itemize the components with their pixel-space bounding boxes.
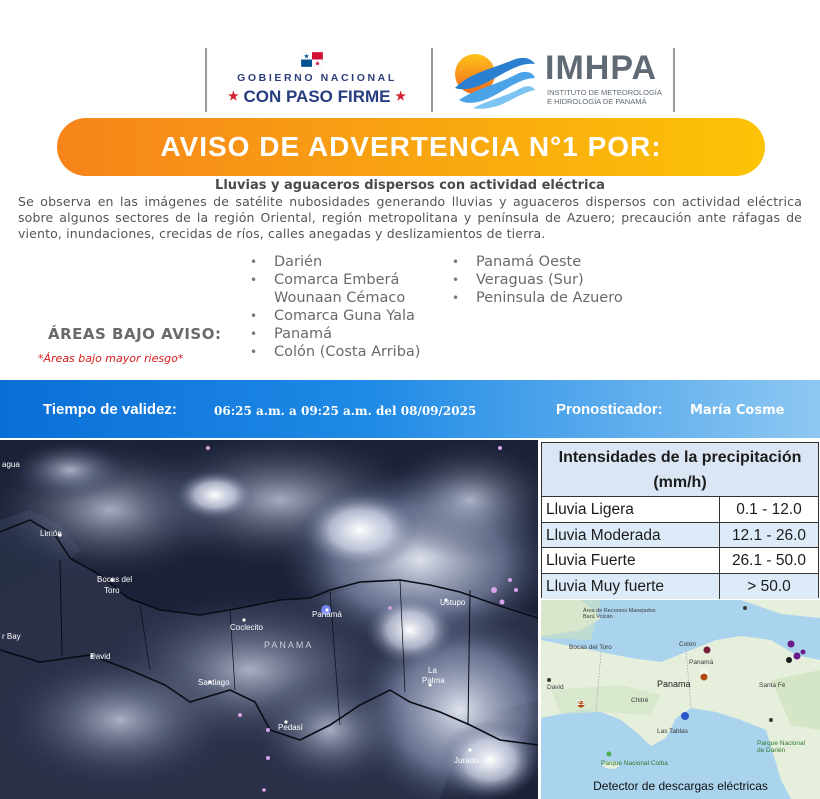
map-label: Pedasí bbox=[278, 723, 303, 732]
intensity-title bbox=[542, 443, 818, 497]
list-item: • Darién bbox=[248, 253, 448, 271]
map-label: Panama bbox=[657, 679, 691, 689]
intensity-title-line: Intensidades de la precipitación bbox=[558, 449, 802, 466]
map-label: Toro bbox=[104, 586, 120, 595]
forecaster-name: María Cosme bbox=[690, 403, 785, 418]
map-label: Las Tablas bbox=[657, 728, 688, 735]
map-label: Coclecito bbox=[230, 623, 263, 632]
map-label: Panamá bbox=[312, 610, 342, 619]
gov-top-text: GOBIERNO NACIONAL bbox=[237, 72, 397, 84]
star-icon: ★ bbox=[227, 89, 239, 103]
map-label: PANAMA bbox=[264, 640, 314, 650]
map-label: Panamá bbox=[689, 659, 714, 666]
lightning-count: 23 bbox=[577, 700, 585, 707]
validity-label: Tiempo de validez: bbox=[43, 401, 177, 418]
list-item: • Comarca Guna Yala bbox=[248, 307, 448, 325]
table-row bbox=[542, 523, 818, 549]
list-item: • Colón (Costa Arriba) bbox=[248, 343, 448, 361]
gov-bottom-text bbox=[211, 87, 423, 107]
intensity-name: Lluvia Fuerte bbox=[542, 548, 720, 573]
divider bbox=[205, 48, 207, 112]
intensity-title-line: (mm/h) bbox=[653, 474, 707, 491]
areas-list-1 bbox=[248, 253, 448, 361]
list-item: • Panamá bbox=[248, 325, 448, 343]
satellite-image bbox=[0, 440, 538, 799]
gov-motto: CON PASO FIRME bbox=[243, 87, 391, 106]
list-item: • Veraguas (Sur) bbox=[450, 271, 670, 289]
list-item: • Comarca Emberá Wounaan Cémaco bbox=[248, 271, 448, 307]
map-label: agua bbox=[2, 460, 20, 469]
validity-value: 06:25 a.m. a 09:25 a.m. del 08/09/2025 bbox=[214, 404, 477, 418]
intensity-name: Lluvia Ligera bbox=[542, 497, 720, 522]
intensity-name: Lluvia Muy fuerte bbox=[542, 574, 720, 600]
map-label: Santa Fé bbox=[759, 682, 786, 689]
list-item: • Panamá Oeste bbox=[450, 253, 670, 271]
intensity-range: 12.1 - 26.0 bbox=[731, 526, 807, 544]
lightning-map bbox=[541, 600, 820, 799]
lightning-map-caption: Detector de descargas eléctricas bbox=[593, 779, 768, 793]
alert-subtitle: Lluvias y aguaceros dispersos con actividad eléctrica bbox=[215, 178, 605, 193]
government-logo bbox=[211, 48, 423, 112]
map-label: Santiago bbox=[198, 678, 230, 687]
imhpa-subtitle-line: E HIDROLOGÍA DE PANAMÁ bbox=[547, 97, 647, 106]
map-label: Limón bbox=[40, 529, 62, 538]
map-label: Bocas del Toro bbox=[569, 644, 612, 651]
imhpa-name: IMHPA bbox=[545, 49, 658, 87]
alert-banner bbox=[57, 118, 765, 176]
intensity-range: > 50.0 bbox=[747, 577, 791, 595]
map-label: David bbox=[547, 684, 564, 691]
lightning-count: 23 bbox=[700, 669, 708, 676]
star-icon: ★ bbox=[395, 89, 407, 103]
imhpa-subtitle-line: INSTITUTO DE METEOROLOGÍA bbox=[547, 88, 662, 97]
map-label: David bbox=[90, 652, 111, 661]
map-label: Jurado bbox=[454, 756, 479, 765]
risk-note: *Áreas bajo mayor riesgo* bbox=[38, 352, 184, 365]
areas-list-2 bbox=[450, 253, 670, 307]
map-label: Bocas del bbox=[97, 575, 133, 584]
imhpa-logo-icon bbox=[451, 50, 537, 110]
table-row bbox=[542, 497, 818, 523]
map-label: Palma bbox=[422, 676, 445, 685]
list-item: • Peninsula de Azuero bbox=[450, 289, 670, 307]
validity-bar bbox=[0, 380, 820, 438]
header-logos bbox=[205, 48, 675, 112]
satellite-map-graphic bbox=[0, 440, 538, 799]
map-label: Colón bbox=[679, 641, 696, 648]
forecaster-label: Pronosticador: bbox=[556, 401, 663, 418]
divider bbox=[431, 48, 433, 112]
intensity-range: 0.1 - 12.0 bbox=[736, 501, 802, 518]
map-label: Chitré bbox=[631, 697, 649, 704]
intensity-name: Lluvia Moderada bbox=[542, 523, 720, 548]
imhpa-subtitle bbox=[547, 88, 662, 106]
map-label: r Bay bbox=[2, 632, 21, 641]
alert-description: Se observa en las imágenes de satélite nubosidades generando lluvias y aguaceros dispersos con actividad eléctrica sobre algunos sectores de la región Oriental, región metropolitana y península de Azuero; precaución ante ráfagas de viento, inundaciones, crecidas de ríos, calles anegadas y deslizamientos de tierra. bbox=[18, 194, 802, 241]
table-row bbox=[542, 548, 818, 574]
map-label: Parque Nacional Coiba bbox=[601, 760, 668, 767]
map-label: Parque Nacional de Darién bbox=[757, 740, 806, 754]
map-label: La bbox=[428, 666, 437, 675]
intensity-range: 26.1 - 50.0 bbox=[731, 552, 807, 569]
map-label: Área de Recursos Manejados Barú Volcán bbox=[583, 608, 656, 620]
divider bbox=[673, 48, 675, 112]
panama-flag-icon bbox=[301, 52, 323, 67]
areas-label: ÁREAS BAJO AVISO: bbox=[48, 325, 222, 343]
intensity-table bbox=[541, 442, 819, 598]
map-label: Ustupo bbox=[440, 598, 466, 607]
alert-title: AVISO DE ADVERTENCIA N°1 POR: bbox=[160, 131, 662, 162]
table-row bbox=[542, 574, 818, 600]
